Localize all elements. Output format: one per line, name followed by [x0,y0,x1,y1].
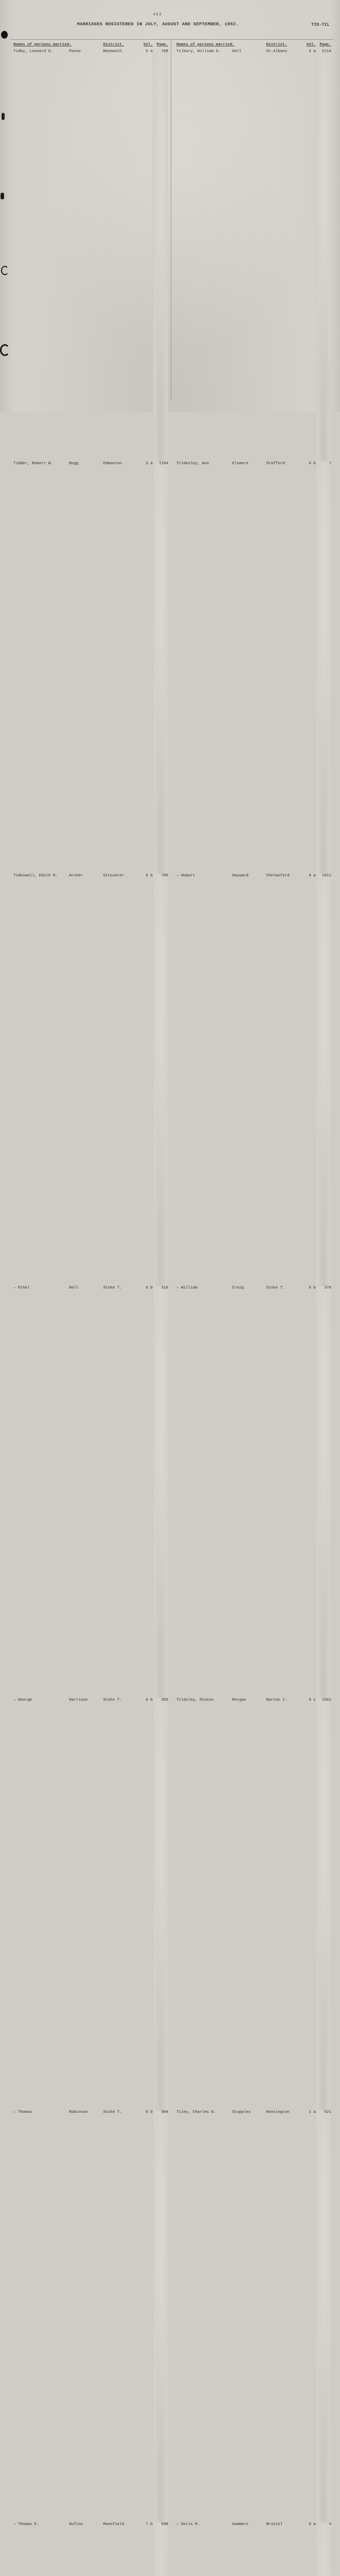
district-cell: Stafford [266,462,285,466]
page-number: 463 [153,12,162,17]
table-row [13,1286,168,1698]
right-column [176,43,331,2576]
vol-cell: 1 a [309,2110,316,2114]
vol-cell: 3 a [309,49,316,54]
district-cell: Kensington [266,2110,290,2114]
scan-artifact [1,31,8,39]
table-row [176,2110,331,2522]
right-rows [176,49,331,2576]
header-rule [10,39,333,40]
scan-artifact [2,113,5,120]
vol-cell: 6 b [145,2110,153,2114]
district-cell: Edmonton [103,462,122,466]
district-cell: Bristol [266,2522,283,2527]
scan-artifact [0,344,10,356]
district-cell: St.Albans [266,49,287,54]
district-cell: Mansfield [103,2522,124,2527]
vol-cell: 9 c [309,1698,316,1702]
left-rows [13,49,168,2576]
spouse-cell: Summers [232,2522,249,2527]
page-cell: 705 [153,874,168,1286]
page-cell: 1561 [316,1698,331,2110]
table-row [176,1286,331,1698]
vol-cell: 3 a [145,462,153,466]
page-cell: 1194 [153,462,168,874]
table-row [13,462,168,874]
vol-cell: 7 b [145,2522,153,2527]
table-row [13,49,168,462]
vol-cell: 6 b [145,1286,153,1290]
page-header: Page. [319,43,331,47]
name-cell: Tilbury, William G. [176,49,221,54]
spouse-cell: Hayward [232,874,249,878]
page-cell: 1611 [316,874,331,1286]
name-cell: — Thomas [13,2110,33,2114]
name-cell: — Thomas E. [13,2522,39,2527]
name-cell: — William [176,1286,198,1290]
vol-cell: 6 b [145,874,153,878]
spouse-cell: Poose [69,49,81,54]
page-cell: 316 [153,1286,168,1698]
vol-cell: 6 b [145,1698,153,1702]
spouse-cell: Stupples [232,2110,251,2114]
district-cell: Stoke T. [103,1698,122,1702]
column-header-row [13,43,168,47]
district-header: District. [103,43,124,47]
spouse-cell: Bugg [69,462,79,466]
name-cell: — Doris M. [176,2522,200,2527]
table-row [176,874,331,1286]
name-cell: Tiley, Charles G. [176,2110,216,2114]
spouse-cell: Archer [69,874,84,878]
table-row [13,2110,168,2522]
column-header-row [176,43,331,47]
page-cell: 2114 [316,49,331,462]
district-cell: Stoke T. [103,1286,122,1290]
vol-cell: 6 b [309,1286,316,1290]
page-cell: 376 [316,1286,331,1698]
vol-cell: 6 a [309,2522,316,2527]
left-column [13,43,168,2576]
table-row [176,49,331,462]
vol-header: Vol. [306,43,316,47]
names-header: Names of persons married. [176,43,235,47]
district-cell: Stoke T. [103,2110,122,2114]
vol-cell: 5 a [145,49,153,54]
spouse-cell: Craig [232,1286,244,1290]
page-cell: 7 [316,462,331,874]
scan-artifact [1,266,9,275]
spouse-cell: Bell [69,1286,79,1290]
name-cell: Tildesley, Ann [176,462,209,466]
names-header: Names of persons married. [13,43,72,47]
page-cell: 304 [153,2110,168,2522]
page-cell: 521 [316,2110,331,2522]
district-cell: Uttoxeter [103,874,124,878]
spouse-cell: Robinson [69,2110,88,2114]
table-row [13,874,168,1286]
page-cell: 4 [316,2522,331,2576]
district-cell: Chelmsford [266,874,290,878]
name-cell: Tidby, Leonard G. [13,49,53,54]
spouse-cell: Harrison [69,1698,88,1702]
name-cell: — George [13,1698,33,1702]
name-cell: Tideswell, Edith M. [13,874,58,878]
index-table [13,43,331,2576]
page-title: MARRIAGES REGISTERED IN JULY, AUGUST AND SEPTEMBER, 1952. [77,22,239,27]
district-header: District. [266,43,287,47]
scan-artifact [1,193,4,199]
name-cell: Tidder, Robert W. [13,462,53,466]
surname-range-tag: TID-TIL [311,22,330,27]
name-cell: — Ethel [13,1286,30,1290]
spouse-cell: Hufton [69,2522,84,2527]
table-row [176,462,331,874]
page-cell: 365 [153,1698,168,2110]
page-cell: 768 [153,49,168,462]
vol-cell: 6 b [309,462,316,466]
page-cell: 598 [153,2522,168,2576]
name-cell: Tildsley, Minnie [176,1698,214,1702]
page-header: Page. [156,43,168,47]
spouse-cell: Elsmore [232,462,249,466]
table-row [13,2522,168,2576]
spouse-cell: Morgan [232,1698,247,1702]
vol-cell: 4 a [309,874,316,878]
district-cell: Stoke T. [266,1286,285,1290]
table-row [176,2522,331,2576]
district-cell: Weymouth [103,49,122,54]
district-cell: Barton I. [266,1698,287,1702]
name-cell: — Hubert [176,874,196,878]
vol-header: Vol. [143,43,153,47]
table-row [13,1698,168,2110]
spouse-cell: Hall [232,49,242,54]
table-row [176,1698,331,2110]
